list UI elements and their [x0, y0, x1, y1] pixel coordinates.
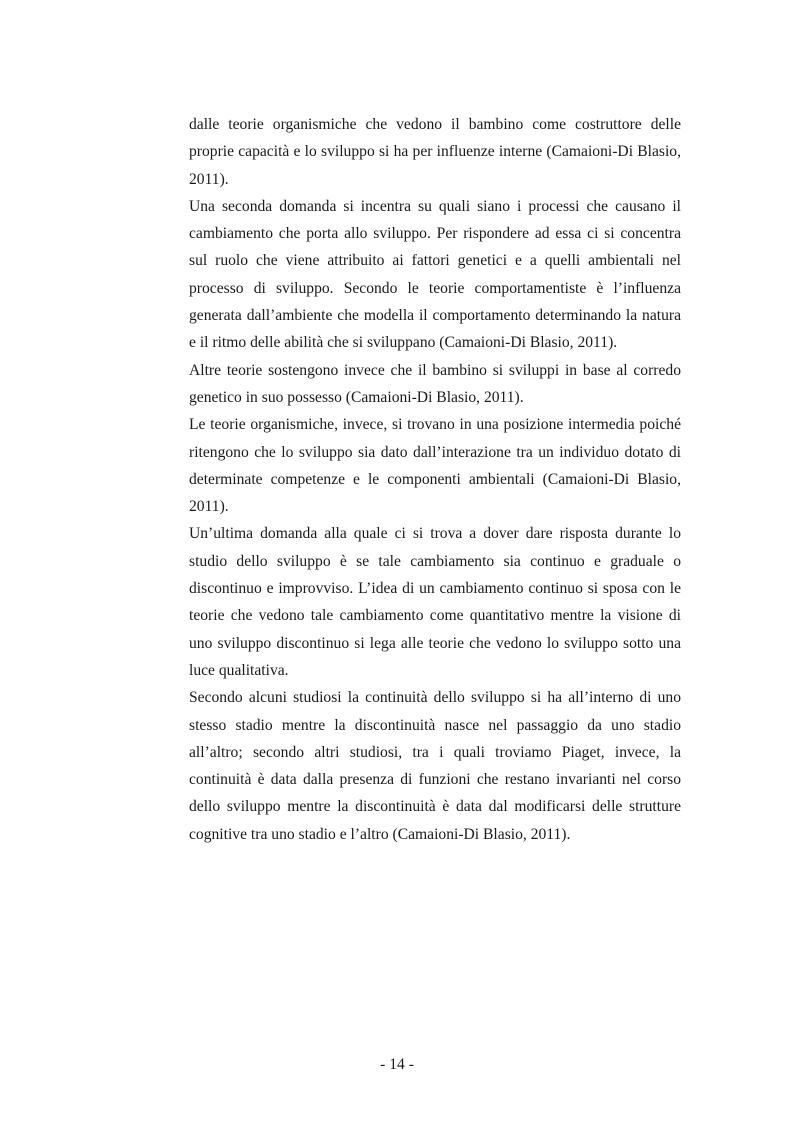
paragraph-5: Un’ultima domanda alla quale ci si trova a dover dare risposta durante lo studio dello sviluppo è se tale cambiamento sia continuo e graduale o discontinuo e improvviso. L’idea di un cambiamento continuo si sposa con le teorie che vedono tale cambiamento come quantitativo mentre la visione di uno sviluppo discontinuo si lega alle teorie che vedono lo sviluppo sotto una luce qualitativa. — [189, 525, 681, 679]
paragraph-4: Le teorie organismiche, invece, si trovano in una posizione intermedia poiché ritengono che lo sviluppo sia dato dall’interazione tra un individuo dotato di determinate competenze e le componenti ambientali (Camaioni-Di Blasio, 2011). — [189, 416, 681, 516]
paragraph-2: Una seconda domanda si incentra su quali siano i processi che causano il cambiamento che porta allo sviluppo. Per rispondere ad essa ci si concentra sul ruolo che viene attribuito ai fattori genetici e a quelli ambientali nel processo di sviluppo. Secondo le teorie comportamentiste è l’influenza generata dall’ambiente che modella il comportamento determinando la natura e il ritmo delle abilità che si sviluppano (Camaioni-Di Blasio, 2011). — [189, 197, 681, 352]
page-number: - 14 - — [380, 1056, 414, 1073]
paragraph-6: Secondo alcuni studiosi la continuità dello sviluppo si ha all’interno di uno stesso stadio mentre la discontinuità nasce nel passaggio da uno stadio all’altro; secondo altri studiosi, tra i quali troviamo Piaget, invece, la continuità è data dalla presenza di funzioni che restano invarianti nel corso dello sviluppo mentre la discontinuità è data dal modificarsi delle strutture cognitive tra uno stadio e l’altro (Camaioni-Di Blasio, 2011). — [189, 689, 681, 843]
paragraph-3: Altre teorie sostengono invece che il bambino si sviluppi in base al corredo genetico in suo possesso (Camaioni-Di Blasio, 2011). — [189, 361, 681, 406]
body-text — [189, 111, 681, 848]
paragraph-1: dalle teorie organismiche che vedono il bambino come costruttore delle proprie capacità e lo sviluppo si ha per influenze interne (Camaioni-Di Blasio, 2011). — [189, 116, 681, 188]
